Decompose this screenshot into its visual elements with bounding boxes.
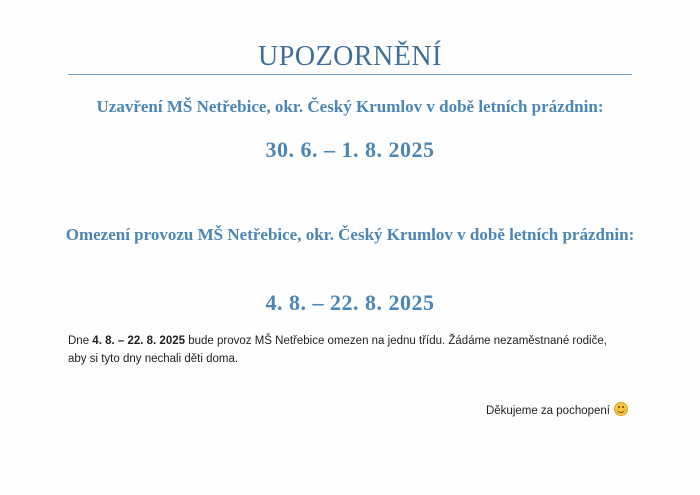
closure-dates: 30. 6. – 1. 8. 2025 <box>265 137 435 162</box>
limited-operation-heading: Omezení provozu MŠ Netřebice, okr. Český Krumlov v době letních prázdnin: <box>65 225 635 244</box>
closure-heading: Uzavření MŠ Netřebice, okr. Český Krumlov v době letních prázdnin: <box>96 97 604 116</box>
paragraph-rest: bude provoz MŠ Netřebice omezen na jednu třídu. Žádáme nezaměstnané rodiče, aby si tyto dny nechali děti doma. <box>68 335 607 365</box>
title-divider <box>68 74 632 75</box>
info-paragraph <box>68 332 628 368</box>
notice-title: UPOZORNĚNÍ <box>258 41 442 72</box>
paragraph-bold-dates: 4. 8. – 22. 8. 2025 <box>92 335 186 347</box>
smiling-face-icon <box>614 402 628 416</box>
limited-operation-dates: 4. 8. – 22. 8. 2025 <box>265 290 435 315</box>
thanks-text: Děkujeme za pochopení <box>485 405 610 417</box>
paragraph-prefix: Dne <box>68 335 93 347</box>
thanks-line <box>486 402 628 420</box>
